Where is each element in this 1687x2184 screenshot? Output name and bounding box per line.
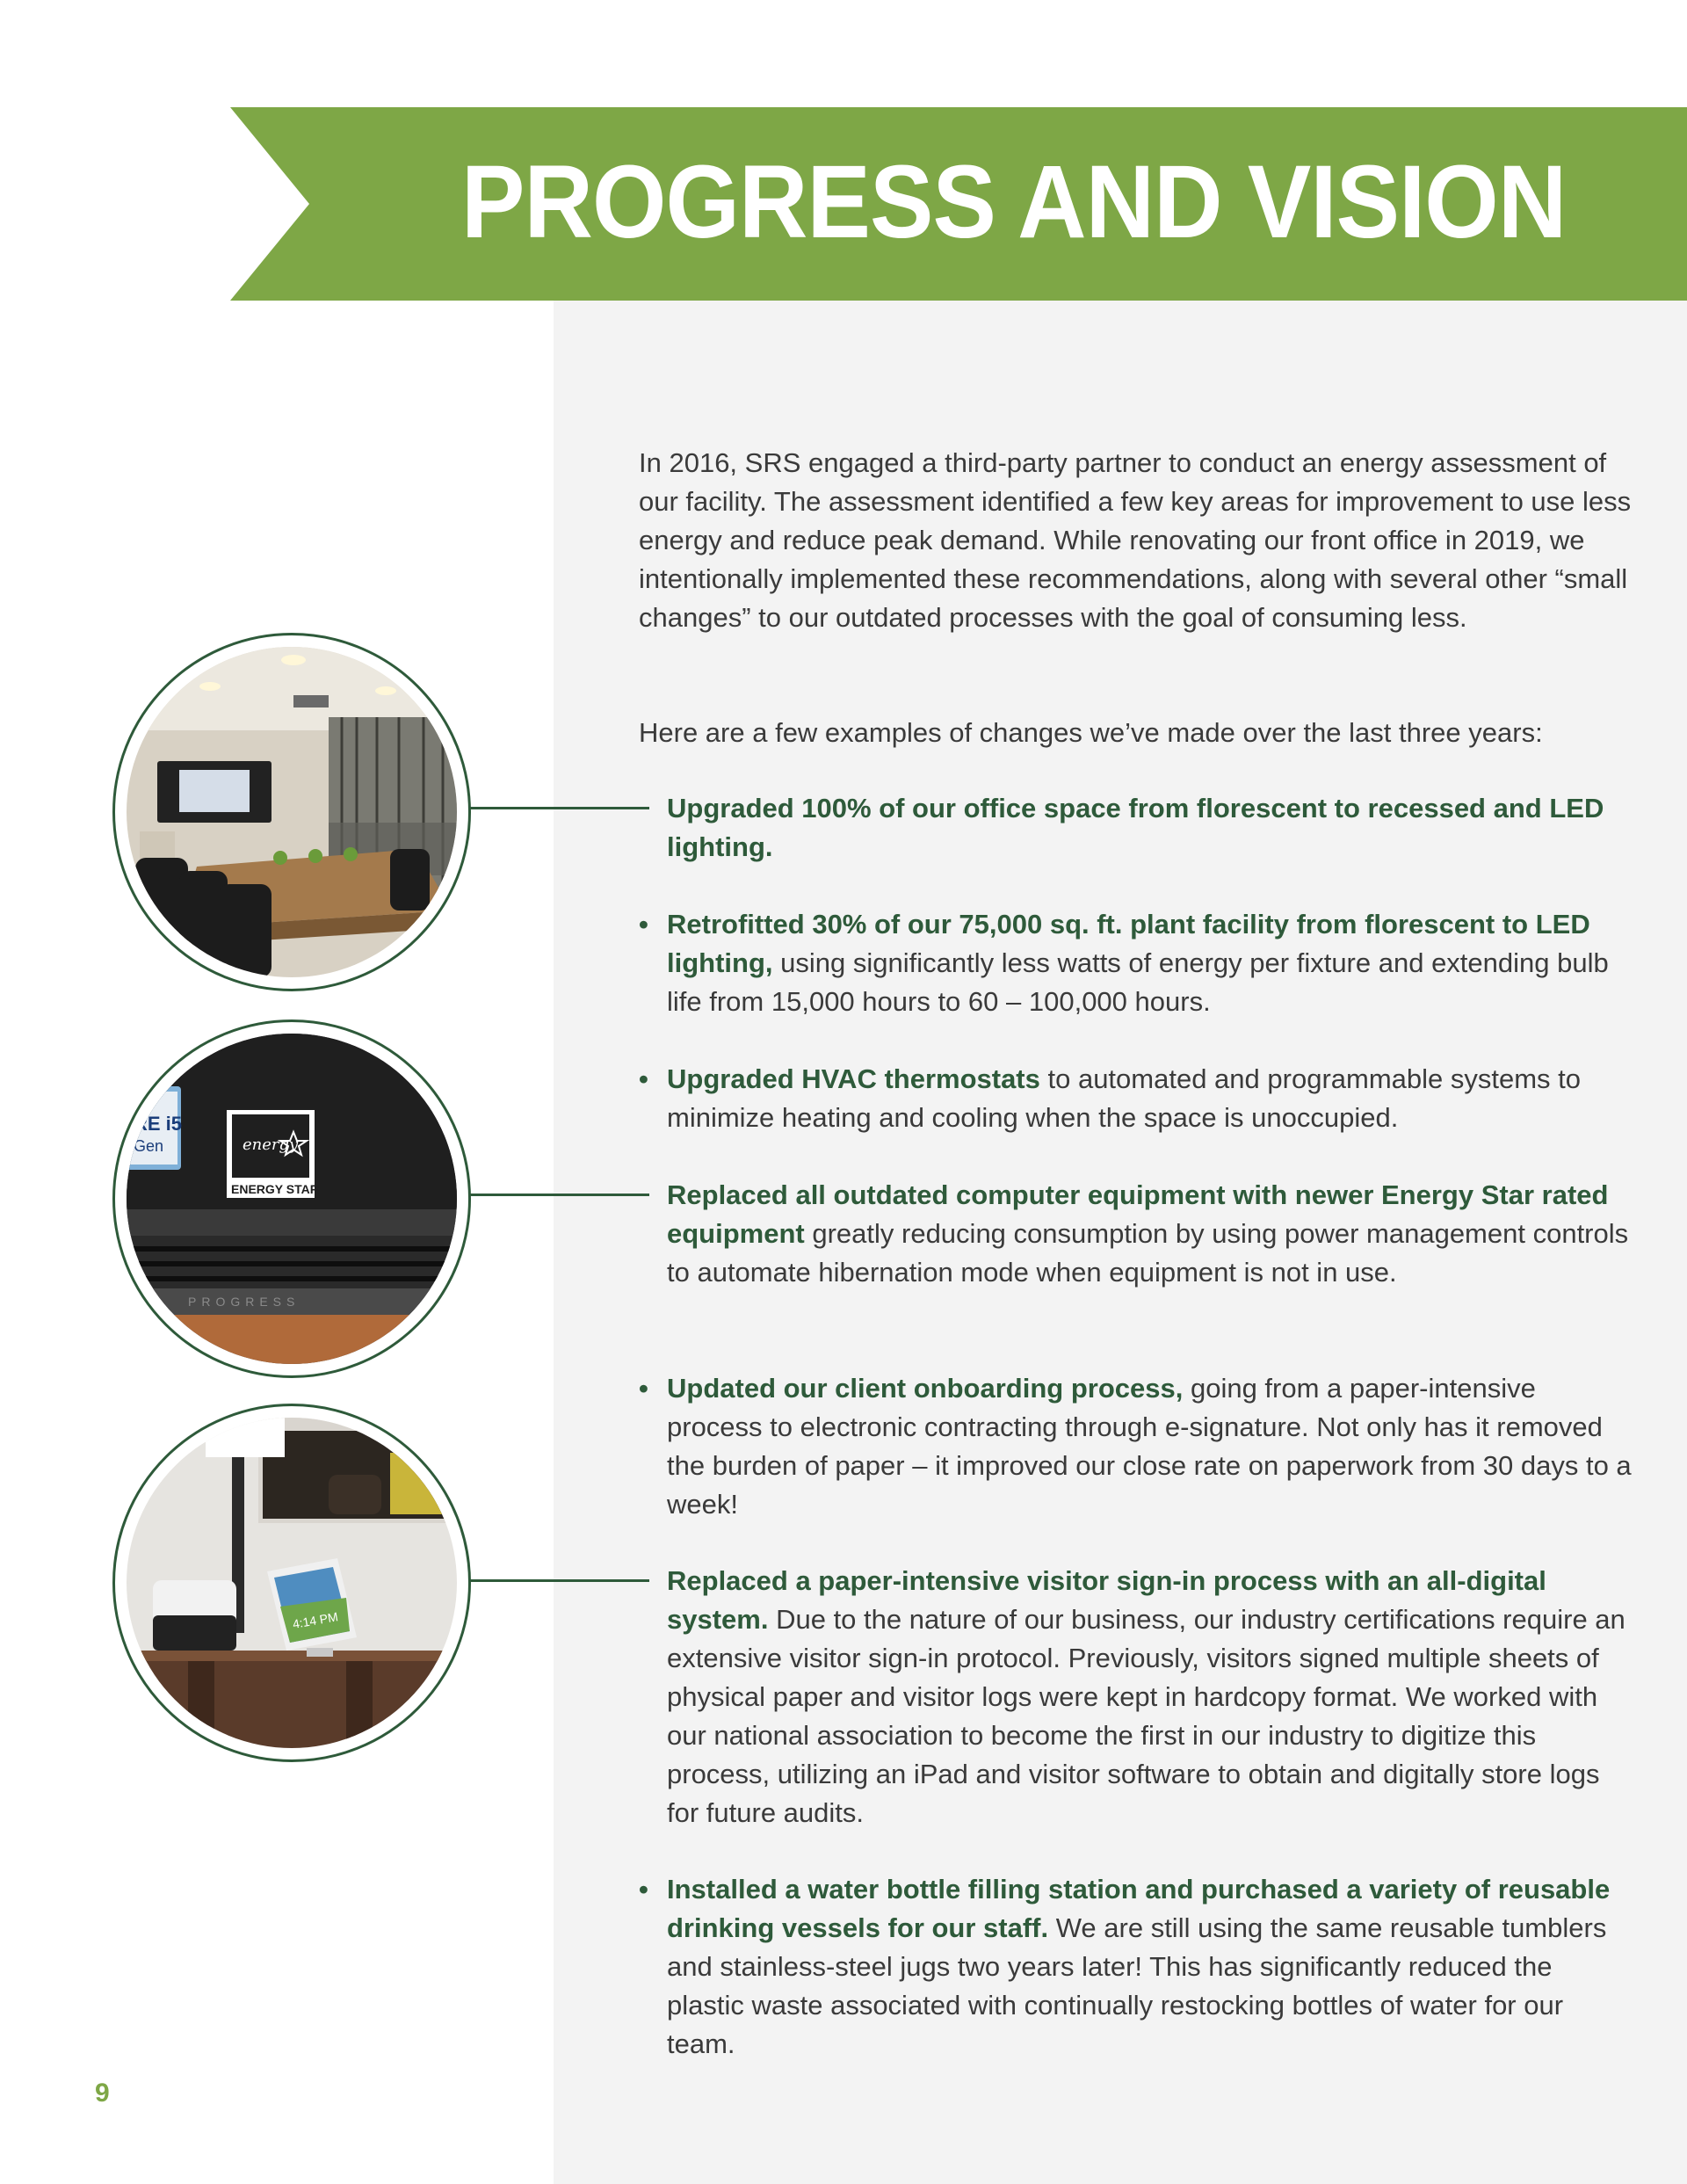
intro-paragraph: In 2016, SRS engaged a third-party partner to conduct an energy assessment of our facility. The assessment identified a few key areas for improvement to use less energy and reduce peak demand. While renovating our front office in 2019, we intentionally implemented these recommendations, along with several other “small changes” to our outdated processes with the goal of consuming less. (639, 447, 1632, 633)
conference-room-image (127, 647, 457, 977)
list-item (639, 789, 1636, 867)
item-lead: Retrofitted 30% of our 75,000 sq. ft. plant facility from florescent to LED lighting, (667, 909, 1590, 978)
list-item (639, 1870, 1636, 2064)
conference-room-photo (112, 633, 471, 991)
energy-star-computer-image (127, 1034, 457, 1364)
examples-intro: Here are a few examples of changes we’ve made over the last three years: (639, 717, 1543, 748)
list-item (639, 905, 1636, 1021)
item-text: greatly reducing consumption by using power management controls to automate hibernation mode when equipment is not in use. (667, 1218, 1629, 1288)
cpu-sticker-text: RE i5 (134, 1113, 183, 1135)
device-brand: PROGRESS (188, 1295, 300, 1309)
energy-star-label: ENERGY STAR (231, 1182, 319, 1196)
cpu-gen-text: Gen (134, 1137, 164, 1155)
visitor-sign-in-image (127, 1418, 457, 1748)
bullet: • (639, 1874, 648, 1905)
item-text: We are still using the same reusable tumblers and stainless-steel jugs two years later! This has significantly reduced the plastic waste associated with continually restocking bottles of water for our team. (667, 1912, 1607, 2059)
connector-line (469, 807, 649, 809)
item-text: Due to the nature of our business, our industry certifications require an extensive visitor sign-in protocol. Previously, visitors signed multiple sheets of physical paper and visitor logs were kept in hardcopy format. We worked with our national association to become the first in our industry to digitize this process, utilizing an iPad and visitor software to obtain and digitally store logs for future audits. (667, 1604, 1625, 1828)
bullet: • (639, 1063, 648, 1094)
energy-star-script: energy (243, 1136, 299, 1154)
page-number: 9 (95, 2079, 110, 2108)
page-title: PROGRESS AND VISION (461, 144, 1567, 260)
item-lead: Replaced all outdated computer equipment with newer Energy Star rated equipment (667, 1179, 1609, 1249)
energy-star-computer-photo (112, 1019, 471, 1378)
item-text: to automated and programmable systems to minimize heating and cooling when the space is unoccupied. (667, 1063, 1582, 1133)
item-lead: Installed a water bottle filling station and purchased a variety of reusable drinking vessels for our staff. (667, 1874, 1611, 1943)
item-lead: Upgraded 100% of our office space from florescent to recessed and LED lighting. (667, 793, 1604, 862)
item-lead: Updated our client onboarding process, (667, 1373, 1184, 1404)
item-lead: Upgraded HVAC thermostats (667, 1063, 1040, 1094)
tablet-time: 4:14 PM (291, 1609, 339, 1631)
bullet: • (639, 909, 648, 940)
list-item (639, 1060, 1636, 1137)
item-text: going from a paper-intensive process to electronic contracting through e-signature. Not only has it removed the burden of paper – it improved our close rate on paperwork from 30 days to a week! (667, 1373, 1632, 1520)
list-item (639, 1176, 1636, 1292)
item-lead: Replaced a paper-intensive visitor sign-in process with an all-digital system. (667, 1565, 1546, 1635)
connector-line (469, 1194, 649, 1196)
list-item (639, 1562, 1636, 1832)
connector-line (469, 1579, 649, 1582)
list-item (639, 1369, 1636, 1524)
bullet: • (639, 1373, 648, 1404)
visitor-sign-in-photo (112, 1404, 471, 1762)
item-text: using significantly less watts of energy per fixture and extending bulb life from 15,000 hours to 60 – 100,000 hours. (667, 947, 1609, 1017)
